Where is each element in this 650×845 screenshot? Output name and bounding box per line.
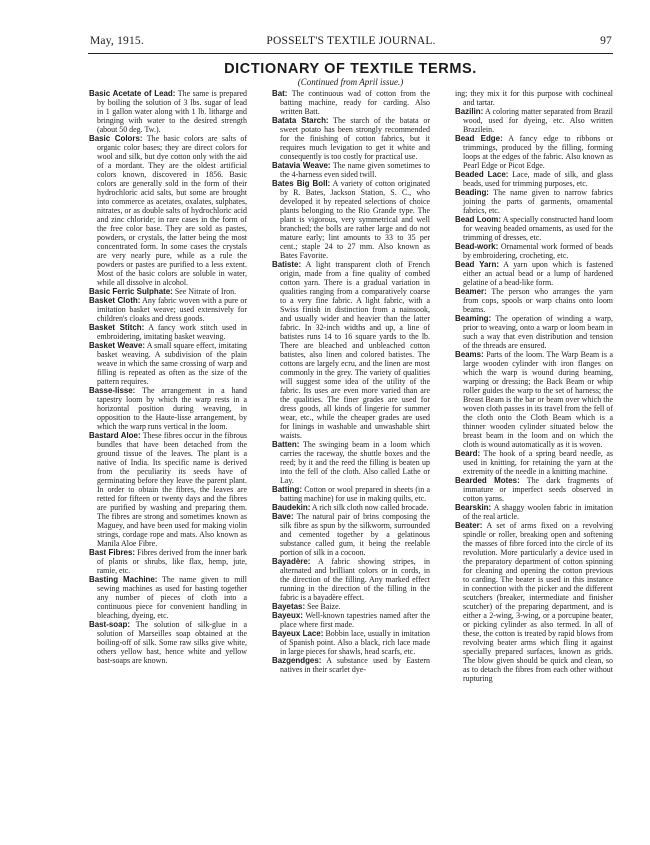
entry-definition: A yarn upon which is fastened either an actual bead or a lump of hardened gelatine of a bead-like form.: [463, 260, 613, 287]
entry-definition: A specially constructed hand loom for weaving beaded ornaments, as used for the trimming of dresses, etc.: [463, 215, 613, 242]
dictionary-entry: [455, 476, 613, 503]
entry-definition: The name given sometimes to the 4-harness even sided twill.: [280, 161, 430, 179]
entry-definition: A fabric showing stripes, in alternated and brilliant colors or in cords, in the direction of the filling. Any marked effect running in the direction of the filling in the fabric is a bayadère effect.: [280, 557, 430, 602]
entry-term: Beamer:: [455, 287, 487, 296]
entry-term: Basse-lisse:: [89, 386, 136, 395]
dictionary-entry: [89, 386, 247, 431]
entry-term: Bazilin:: [455, 107, 484, 116]
entry-definition: ing; they mix it for this purpose with cochineal and tartar.: [455, 89, 613, 107]
entry-definition: The solution of silk-glue in a solution of Marseilles soap obtained at the boiling-off of silk. Some raw silks give white, others yellow bast, hence white and yellow bast-soaps are known.: [97, 620, 247, 665]
dictionary-entry: [89, 134, 247, 287]
entry-definition: See Nitrate of Iron.: [174, 287, 237, 296]
article-title: DICTIONARY OF TEXTILE TERMS.: [224, 61, 477, 77]
entry-definition: A substance used by Eastern natives in their scarlet dye-: [280, 656, 430, 674]
entry-term: Batata Starch:: [272, 116, 329, 125]
entry-definition: A variety of cotton originated by R. Bates, Jackson Station, S. C., who developed it by repeated selections of choice plants belonging to the Rio Grande type. The plant is vigorous, very symmetrical and well branched; the bolls are rather large and do not mature early; lint amounts to 33 to 35 per cent.; staple 24 to 27 mm. Also known as Bates Favorite.: [280, 179, 430, 260]
entry-term: Beard:: [455, 449, 481, 458]
entry-definition: The basic colors are salts of organic color bases; they are direct colors for wool and silk, but dye cotton only with the aid of a mordant. They are the oldest artificial colors known, discovered in 1856. Basic colors are generally sold in the form of their hydrochloric acid salts, but some are brought into commerce as acetates, oxalates, sulphates, nitrates, or as double salts of hydrochloric acid and zinc chloride; in rare cases in the form of the free color base. They are sold as pastes, powders, or crystals, the latter being the most concentrated form. In some cases the crystals are very nearly pure, while as a rule the powders or pastes are purified to a less extent. Most of the basic colors are soluble in water, while all dissolve in alcohol.: [97, 134, 247, 287]
entry-definition: A light transparent cloth of French origin, made from a fine quality of combed cotton yarn. There is a gradual variation in qualities ranging from a comparatively coarse to a very fine fabric. A light fabric, with a Swiss finish in distinction from a nainsook, and usually wider and heavier than the latter fabric. In 32-inch widths and up, a line of batistes runs 14 to 16 square yards to the lb. There are bleached and unbleached cotton batistes, also linen and colored batistes. The cottons are largely ecru, and the linen are most commonly in the grey. The variety of qualities will suggest some idea of the utility of the fabric. Its uses are even more varied than are the qualities. The finer grades are used for dress goods, all kinds of lingerie for summer wear, etc., while the cheaper grades are used for linings in washable and unwashable shirt waists.: [280, 260, 430, 440]
entry-term: Bayeux Lace:: [272, 629, 324, 638]
entry-term: Beams:: [455, 350, 484, 359]
entry-definition: The person who arranges the yarn from cops, spools or warp chains onto loom beams.: [463, 287, 613, 314]
dictionary-entry: [272, 557, 430, 602]
entry-definition: Parts of the loom. The Warp Beam is a large wooden cylinder with iron flanges on which the warp is wound during beaming, warping or dressing; the Back Beam or whip roller guides the warp to the set of harness; the Breast Beam is the bar or beam over which the woven cloth passes in its travel from the fell of the cloth onto the Cloth Beam which is a thinner wooden cylinder situated below the breast beam in the loom and on which the cloth is wound automatically as it is woven.: [463, 350, 613, 449]
entry-term: Basket Stitch:: [89, 323, 145, 332]
entry-definition: See Baize.: [307, 602, 341, 611]
entry-definition: The arrangement in a hand tapestry loom by which the warp rests in a horizontal position during weaving, in opposition to the Haute-lisse arrangement, by which the warp runs vertical in the loom.: [97, 386, 247, 431]
entry-definition: Any fabric woven with a pure or imitation basket weave; used extensively for children's cloaks and dress goods.: [97, 296, 247, 323]
entry-term: Basic Ferric Sulphate:: [89, 287, 173, 296]
dictionary-entry: [455, 260, 613, 287]
entry-definition: Well-known tapestries named after the place where first made.: [280, 611, 430, 629]
entry-term: Basting Machine:: [89, 575, 158, 584]
dictionary-entry: [455, 89, 613, 107]
dictionary-entry: [455, 350, 613, 449]
dictionary-entry: [89, 323, 247, 341]
entry-definition: The operation of winding a warp, prior to weaving, onto a warp or loom beam in such a way that even distribution and tension of the threads are ensured.: [463, 314, 613, 350]
dictionary-entry: [455, 287, 613, 314]
entry-definition: The natural pair of brins composing the silk fibre as spun by the silkworm, surrounded and cemented together by a gelatinous substance called gum, it being the reelable portion of silk in a cocoon.: [280, 512, 430, 557]
dictionary-entry: [455, 503, 613, 521]
journal-name: POSSELT'S TEXTILE JOURNAL.: [266, 35, 436, 47]
dictionary-entry: [272, 656, 430, 674]
entry-term: Basket Cloth:: [89, 296, 141, 305]
header-rule: [88, 53, 613, 54]
entry-term: Beaming:: [455, 314, 492, 323]
entry-term: Bead Edge:: [455, 134, 503, 143]
entry-term: Bead Yarn:: [455, 260, 500, 269]
dictionary-entry: [89, 620, 247, 665]
dictionary-entry: [272, 179, 430, 260]
entry-definition: A small square effect, imitating basket weaving. A subdivision of the plain weave in which the same crossing of warp and filling is repeated as often as the size of the pattern requires.: [97, 341, 247, 386]
entry-term: Bave:: [272, 512, 294, 521]
dictionary-entry: [89, 431, 247, 548]
entry-definition: Fibres derived from the inner bark of plants or shrubs, like flax, hemp, jute, ramie, etc.: [97, 548, 247, 575]
dictionary-entry: [89, 575, 247, 620]
entry-definition: Ornamental work formed of beads by embroidering, crocheting, etc.: [463, 242, 613, 260]
dictionary-entry: [455, 449, 613, 476]
entry-definition: Lace, made of silk, and glass beads, used for trimming purposes, etc.: [463, 170, 613, 188]
entry-term: Bead-work:: [455, 242, 499, 251]
entry-term: Bearskin:: [455, 503, 492, 512]
dictionary-entry: [455, 242, 613, 260]
text-column-3: [455, 89, 613, 837]
entry-definition: The name given to narrow fabrics joining the parts of garments, ornamental fabrics, etc.: [463, 188, 613, 215]
dictionary-entry: [89, 548, 247, 575]
entry-term: Beading:: [455, 188, 489, 197]
dictionary-entry: [455, 188, 613, 215]
text-column-1: [89, 89, 247, 837]
entry-definition: The starch of the batata or sweet potato has been strongly recommended for the finishing of cotton fabrics, but it requires much levigation to get it white and consequently is too costly for practical use.: [280, 116, 430, 161]
entry-term: Bearded Motes:: [455, 476, 520, 485]
entry-term: Bazgendges:: [272, 656, 322, 665]
entry-term: Basket Weave:: [89, 341, 146, 350]
dictionary-entry: [455, 107, 613, 134]
entry-term: Bayetas:: [272, 602, 306, 611]
dictionary-entry: [455, 134, 613, 170]
running-header: [90, 35, 612, 51]
entry-definition: The hook of a spring beard needle, as used in knitting, for retaining the yarn at the extremity of the needle in a knitting machine.: [463, 449, 613, 476]
dictionary-entry: [455, 215, 613, 242]
dictionary-entry: [89, 341, 247, 386]
dictionary-entry: [89, 296, 247, 323]
dictionary-entry: [272, 89, 430, 116]
entry-term: Bates Big Boll:: [272, 179, 331, 188]
entry-definition: Bobbin lace, usually in imitation of Spanish point. Also a black, rich lace made in large pieces for shawls, head scarfs, etc.: [280, 629, 430, 656]
dictionary-entry: [272, 602, 430, 611]
dictionary-entry: [89, 89, 247, 134]
entry-term: Beaded Lace:: [455, 170, 509, 179]
dictionary-entry: [272, 161, 430, 179]
entry-definition: A rich silk cloth now called brocade.: [311, 503, 429, 512]
dictionary-entry: [89, 287, 247, 296]
entry-definition: A fancy work stitch used in embroidering, imitating basket weaving.: [97, 323, 247, 341]
entry-term: Bat:: [272, 89, 288, 98]
entry-definition: The continuous wad of cotton from the batting machine, ready for carding. Also written Batt.: [280, 89, 430, 116]
entry-term: Basic Acetate of Lead:: [89, 89, 176, 98]
dictionary-entry: [272, 485, 430, 503]
entry-definition: These fibres occur in the fibrous bundles that have been detached from the ground tissue of the leaves. The plant is a native of India. Its specific name is derived from the peculiarity its seeds have of germinating before they leave the parent plant. In order to obtain the fibres, the leaves are retted for fifteen or twenty days and the fibres are purified by washing and preparing them. The fibres are strong and sometimes known as Maguey, and have been used for making violin strings, cordage rope and mats. Also known as Manila Aloe Fibre.: [97, 431, 247, 548]
entry-definition: The same is prepared by boiling the solution of 3 lbs. sugar of lead in 1 gallon water along with 1 lb. litharge and bringing with water to the desired strength (about 50 deg. Tw.).: [97, 89, 247, 134]
entry-term: Bastard Aloe:: [89, 431, 141, 440]
dictionary-entry: [272, 512, 430, 557]
entry-definition: Cotton or wool prepared in sheets (in a batting machine) for use in making quilts, etc.: [280, 485, 430, 503]
entry-term: Bayadère:: [272, 557, 311, 566]
dictionary-entry: [272, 116, 430, 161]
entry-definition: The swinging beam in a loom which carries the raceway, the shuttle boxes and the reed; by it and the reed the filling is beaten up into the fell of the cloth. Also called Lathe or Lay.: [280, 440, 430, 485]
entry-term: Bast-soap:: [89, 620, 131, 629]
dictionary-entry: [272, 611, 430, 629]
entry-definition: The name given to mill sewing machines as used for basting together any number of pieces of cloth into a continuous piece for convenient handling in bleaching, dyeing, etc.: [97, 575, 247, 620]
article-subtitle: (Continued from April issue.): [297, 77, 404, 87]
entry-term: Beater:: [455, 521, 483, 530]
dictionary-entry: [272, 503, 430, 512]
entry-term: Batten:: [272, 440, 300, 449]
entry-definition: A set of arms fixed on a revolving spindle or roller, breaking open and softening the masses of fibre forced into the circle of its revolution. More particularly a device used in the preparatory department of cotton spinning for cleaning and opening the cotton previous to carding. The beater is used in this instance in connection with the picker and the different scutchers (breaker, intermediate and finisher scutcher) of the preparing department, and is either a 2-wing, 3-wing, or a porcupine beater, or picking cylinder as also termed. In all of these, the cotton is treated by rapid blows from revolving beater arms which fling it against specially prepared surfaces, known as grids. The blow given should be quick and clean, so as to detach the fibres from each other without rupturing: [463, 521, 613, 683]
dictionary-entry: [455, 170, 613, 188]
dictionary-entry: [272, 440, 430, 485]
issue-date: May, 1915.: [90, 35, 144, 47]
dictionary-entry: [272, 260, 430, 440]
entry-definition: A shaggy woolen fabric in imitation of the real article.: [463, 503, 613, 521]
entry-term: Bast Fibres:: [89, 548, 136, 557]
entry-term: Batiste:: [272, 260, 302, 269]
entry-term: Bayeux:: [272, 611, 303, 620]
entry-term: Batavia Weave:: [272, 161, 331, 170]
entry-term: Baudekin:: [272, 503, 311, 512]
dictionary-entry: [455, 521, 613, 683]
entry-term: Batting:: [272, 485, 302, 494]
dictionary-entry: [455, 314, 613, 350]
dictionary-entry: [272, 629, 430, 656]
entry-definition: The dark fragments of immature or imperfect seeds observed in cotton yarns.: [463, 476, 613, 503]
text-column-2: [272, 89, 430, 837]
entry-term: Basic Colors:: [89, 134, 143, 143]
page-number: 97: [600, 35, 612, 47]
entry-definition: A fancy edge to ribbons or trimmings, produced by the filling, forming loops at the edges of the fabric. Also known as Pearl Edge or Picot Edge.: [463, 134, 613, 170]
entry-definition: A coloring matter separated from Brazil wood, used for dyeing, etc. Also written Brazilein.: [463, 107, 613, 134]
entry-term: Bead Loom:: [455, 215, 501, 224]
